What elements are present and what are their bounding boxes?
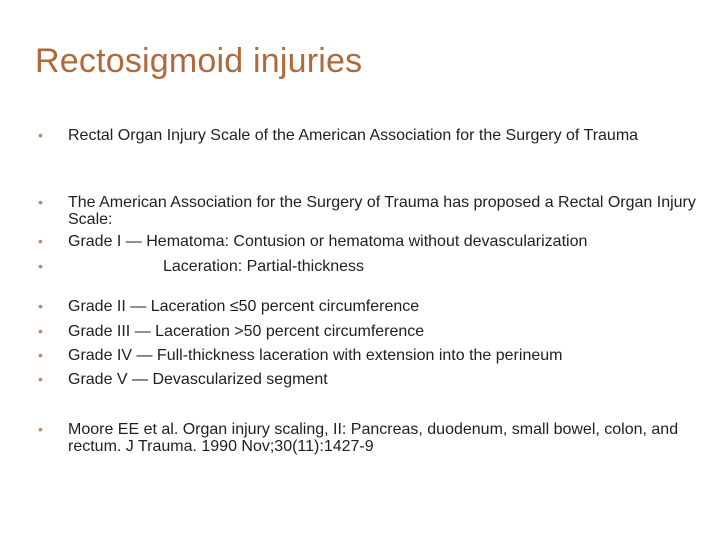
bullet-marker: • [38, 258, 43, 274]
bullet-marker: • [38, 347, 43, 363]
bullet-text: Grade II — Laceration ≤50 percent circumference [68, 298, 420, 315]
bullet-marker: • [38, 421, 43, 437]
bullet-marker: • [38, 233, 43, 249]
bullet-text: Laceration: Partial-thickness [163, 258, 364, 275]
bullet-marker: • [38, 371, 43, 387]
bullet-text: Moore EE et al. Organ injury scaling, II: Pancreas, duodenum, small bowel, colon, and rectum. J Trauma. 1990 Nov;30(11):1427-9 [68, 421, 679, 455]
bullet-marker: • [38, 323, 43, 339]
slide-title: Rectosigmoid injuries [35, 42, 363, 80]
bullet-text: Grade V — Devascularized segment [68, 371, 328, 388]
bullet-marker: • [38, 194, 43, 210]
bullet-text: The American Association for the Surgery of Trauma has proposed a Rectal Organ Injury Scale: [68, 194, 696, 228]
bullet-text: Grade I — Hematoma: Contusion or hematoma without devascularization [68, 233, 588, 250]
bullet-marker: • [38, 127, 43, 143]
bullet-text: Grade III — Laceration >50 percent circumference [68, 323, 425, 340]
bullet-text: Rectal Organ Injury Scale of the American Association for the Surgery of Trauma [68, 127, 639, 144]
bullet-text: Grade IV — Full-thickness laceration with extension into the perineum [68, 347, 563, 364]
bullet-marker: • [38, 298, 43, 314]
